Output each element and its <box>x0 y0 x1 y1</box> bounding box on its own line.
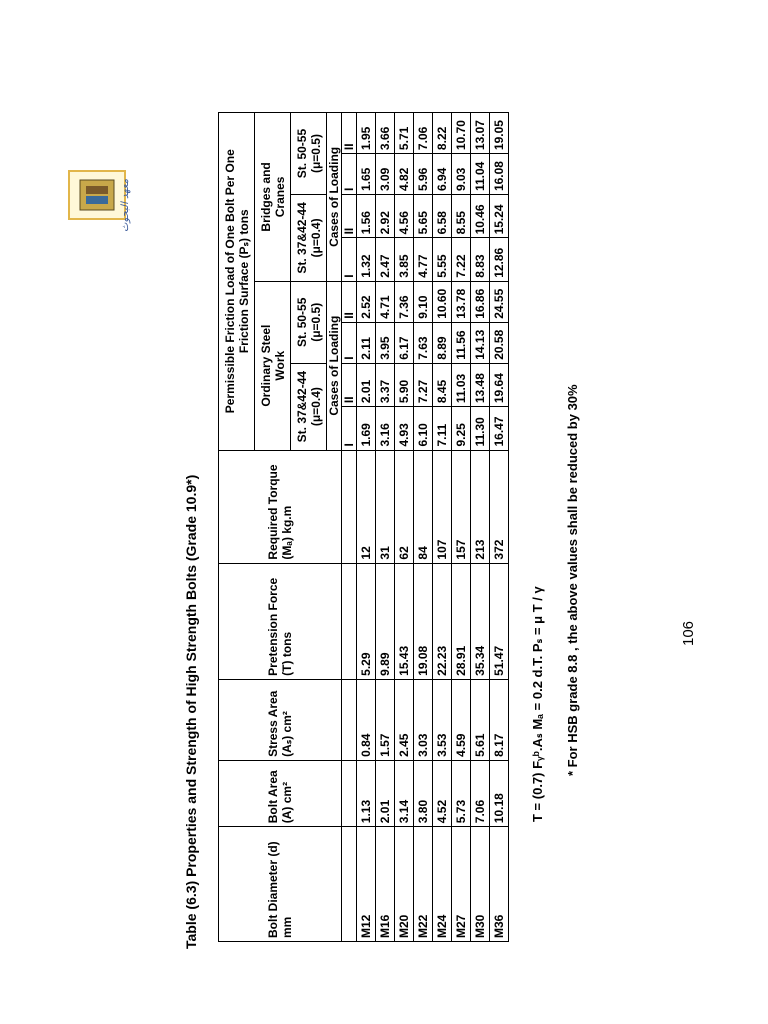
table-caption: Table (6.3) Properties and Strength of High Strength Bolts (Grade 10.9*) <box>183 474 199 949</box>
table-cell: M20 <box>395 827 414 942</box>
case-i: I <box>342 238 357 281</box>
table-cell: 7.22 <box>452 238 471 281</box>
table-cell: 7.63 <box>414 322 433 363</box>
header-st37-bridges: St. 37&42-44 (μ=0.4) <box>291 195 327 282</box>
table-cell: 2.01 <box>376 760 395 826</box>
table-cell: 11.03 <box>452 363 471 406</box>
table-cell: 8.83 <box>471 238 490 281</box>
table-cell: M27 <box>452 827 471 942</box>
table-cell: 28.91 <box>452 563 471 679</box>
header-pretension: Pretension Force (T) tons <box>219 563 342 679</box>
table-cell: 2.92 <box>376 195 395 238</box>
table-cell: 62 <box>395 450 414 563</box>
table-cell: 10.60 <box>433 281 452 322</box>
table-cell: 1.65 <box>357 154 376 195</box>
table-cell: 8.55 <box>452 195 471 238</box>
table-cell: 24.55 <box>490 281 509 322</box>
table-row <box>452 113 471 942</box>
table-cell: 4.59 <box>452 679 471 760</box>
table-cell: 7.11 <box>433 407 452 450</box>
page-number: 106 <box>680 620 697 646</box>
table-row <box>395 113 414 942</box>
table-cell: 6.17 <box>395 322 414 363</box>
case-ii: II <box>342 281 357 322</box>
table-row <box>471 113 490 942</box>
table-cell: 2.45 <box>395 679 414 760</box>
header-diameter: Bolt Diameter (d) mm <box>219 827 342 942</box>
table-cell: 13.78 <box>452 281 471 322</box>
table-cell: 2.01 <box>357 363 376 406</box>
table-cell: 8.22 <box>433 113 452 154</box>
table-cell: 19.05 <box>490 113 509 154</box>
table-cell: 1.69 <box>357 407 376 450</box>
table-cell: 13.48 <box>471 363 490 406</box>
case-i: I <box>342 407 357 450</box>
table-cell: 51.47 <box>490 563 509 679</box>
subhead-blank <box>342 563 357 679</box>
table-cell: 1.13 <box>357 760 376 826</box>
table-cell: 6.58 <box>433 195 452 238</box>
table-cell: 5.61 <box>471 679 490 760</box>
table-cell: 3.85 <box>395 238 414 281</box>
table-cell: 11.30 <box>471 407 490 450</box>
table-cell: 35.34 <box>471 563 490 679</box>
table-cell: 13.07 <box>471 113 490 154</box>
table-cell: 11.04 <box>471 154 490 195</box>
header-cases-bridges: Cases of Loading <box>327 113 342 282</box>
table-cell: 12.86 <box>490 238 509 281</box>
subhead-blank <box>342 679 357 760</box>
footnote: * For HSB grade 8.8 , the above values shall be reduced by 30% <box>565 384 580 776</box>
table-cell: 84 <box>414 450 433 563</box>
formulas: T = (0.7) Fᵧᵇ.Aₛ Mₐ = 0.2 d.T. Pₛ = μ T / γ <box>530 586 545 822</box>
header-bridges: Bridges and Cranes <box>255 113 291 282</box>
table-cell: 9.89 <box>376 563 395 679</box>
table-row <box>376 113 395 942</box>
table-cell: 3.66 <box>376 113 395 154</box>
table-cell: 8.45 <box>433 363 452 406</box>
subhead-blank <box>342 450 357 563</box>
header-torque: Required Torque (Mₐ) kg.m <box>219 450 342 563</box>
table-cell: 6.94 <box>433 154 452 195</box>
table-cell: 157 <box>452 450 471 563</box>
logo-text: معهد البحوث <box>120 178 131 232</box>
table-cell: 19.08 <box>414 563 433 679</box>
case-ii: II <box>342 113 357 154</box>
table-cell: 0.84 <box>357 679 376 760</box>
table-cell: M30 <box>471 827 490 942</box>
table-cell: 1.95 <box>357 113 376 154</box>
table-cell: 11.56 <box>452 322 471 363</box>
table-cell: 9.25 <box>452 407 471 450</box>
bolt-properties-table <box>218 112 509 942</box>
table-cell: 7.06 <box>414 113 433 154</box>
case-i: I <box>342 154 357 195</box>
table-cell: 3.14 <box>395 760 414 826</box>
header-area: Bolt Area (A) cm² <box>219 760 342 826</box>
table-cell: 1.32 <box>357 238 376 281</box>
table-row <box>357 113 376 942</box>
table-cell: 4.71 <box>376 281 395 322</box>
table-cell: 2.47 <box>376 238 395 281</box>
header-st37-ordinary: St. 37&42-44 (μ=0.4) <box>291 363 327 450</box>
table-cell: 5.55 <box>433 238 452 281</box>
table-cell: 4.56 <box>395 195 414 238</box>
table-cell: 5.65 <box>414 195 433 238</box>
table-cell: 4.77 <box>414 238 433 281</box>
table-cell: 15.24 <box>490 195 509 238</box>
table-cell: 16.08 <box>490 154 509 195</box>
table-cell: 107 <box>433 450 452 563</box>
table-cell: 3.53 <box>433 679 452 760</box>
table-cell: 2.11 <box>357 322 376 363</box>
table-cell: 5.73 <box>452 760 471 826</box>
table-cell: M24 <box>433 827 452 942</box>
table-cell: 5.90 <box>395 363 414 406</box>
table-cell: 372 <box>490 450 509 563</box>
table-cell: 1.57 <box>376 679 395 760</box>
table-cell: 22.23 <box>433 563 452 679</box>
table-cell: 3.80 <box>414 760 433 826</box>
case-i: I <box>342 322 357 363</box>
table-cell: 31 <box>376 450 395 563</box>
table-cell: M16 <box>376 827 395 942</box>
table-cell: 4.93 <box>395 407 414 450</box>
table-cell: 3.95 <box>376 322 395 363</box>
table-cell: 3.16 <box>376 407 395 450</box>
table-cell: 16.47 <box>490 407 509 450</box>
table-cell: 5.71 <box>395 113 414 154</box>
table-cell: 8.89 <box>433 322 452 363</box>
table-cell: 3.37 <box>376 363 395 406</box>
table-cell: 4.52 <box>433 760 452 826</box>
table-cell: 4.82 <box>395 154 414 195</box>
table-cell: 19.64 <box>490 363 509 406</box>
table-cell: 5.96 <box>414 154 433 195</box>
table-row <box>414 113 433 942</box>
table-cell: 7.06 <box>471 760 490 826</box>
table-cell: 12 <box>357 450 376 563</box>
table-cell: 15.43 <box>395 563 414 679</box>
table-cell: 10.46 <box>471 195 490 238</box>
table-cell: 8.17 <box>490 679 509 760</box>
table-row <box>490 113 509 942</box>
table-cell: 20.58 <box>490 322 509 363</box>
table-cell: M22 <box>414 827 433 942</box>
header-friction: Permissible Friction Load of One Bolt Per One Friction Surface (Pₛ) tons <box>219 113 255 451</box>
table-cell: 2.52 <box>357 281 376 322</box>
table-cell: 213 <box>471 450 490 563</box>
header-ordinary: Ordinary Steel Work <box>255 281 291 450</box>
table-cell: 10.18 <box>490 760 509 826</box>
case-ii: II <box>342 195 357 238</box>
table-cell: 1.56 <box>357 195 376 238</box>
table-cell: 9.03 <box>452 154 471 195</box>
table-cell: M12 <box>357 827 376 942</box>
header-st50-bridges: St. 50-55 (μ=0.5) <box>291 113 327 195</box>
header-st50-ordinary: St. 50-55 (μ=0.5) <box>291 281 327 363</box>
table-cell: 5.29 <box>357 563 376 679</box>
table-cell: 6.10 <box>414 407 433 450</box>
table-cell: M36 <box>490 827 509 942</box>
table-row <box>433 113 452 942</box>
header-cases-ordinary: Cases of Loading <box>327 281 342 450</box>
table-cell: 7.27 <box>414 363 433 406</box>
table-cell: 16.86 <box>471 281 490 322</box>
case-ii: II <box>342 363 357 406</box>
subhead-blank <box>342 760 357 826</box>
table-cell: 7.36 <box>395 281 414 322</box>
table-cell: 3.03 <box>414 679 433 760</box>
subhead-blank <box>342 827 357 942</box>
table-cell: 10.70 <box>452 113 471 154</box>
table-cell: 3.09 <box>376 154 395 195</box>
header-stress-area: Stress Area (Aₛ) cm² <box>219 679 342 760</box>
table-cell: 9.10 <box>414 281 433 322</box>
institute-logo-icon <box>68 170 126 220</box>
table-cell: 14.13 <box>471 322 490 363</box>
